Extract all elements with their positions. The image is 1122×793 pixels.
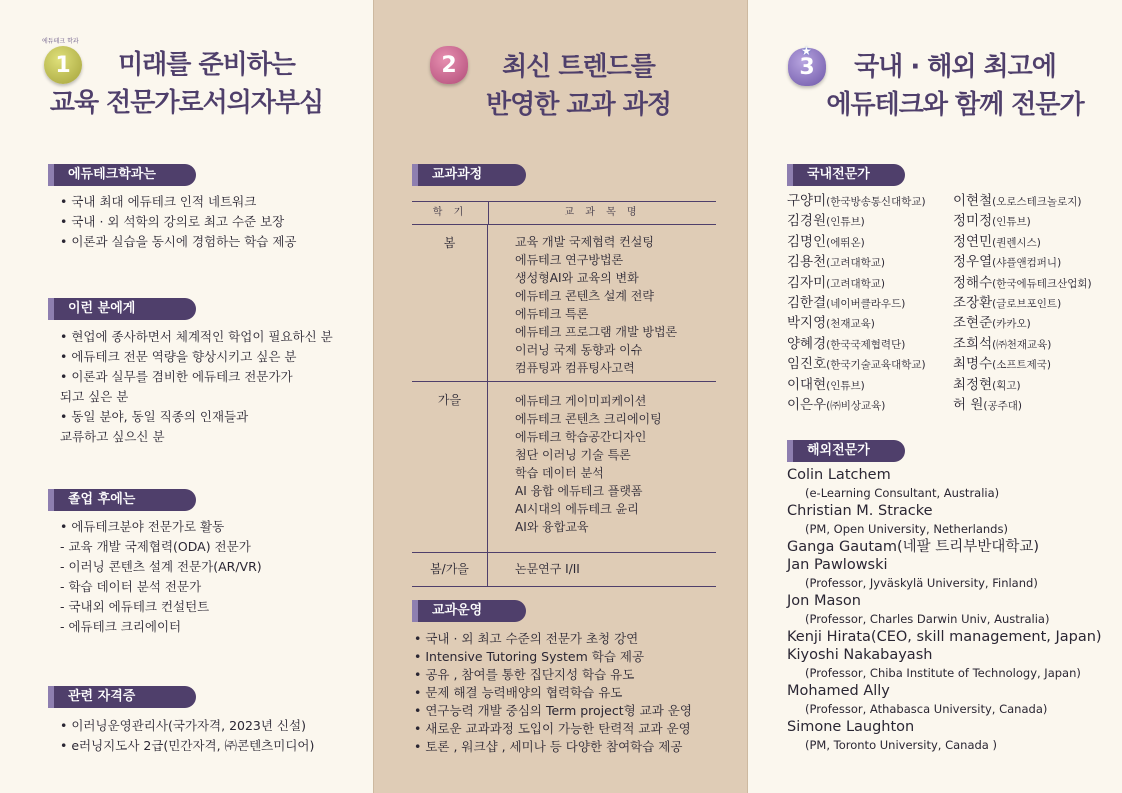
expert-entry: 박지영(천재교육) — [787, 315, 875, 332]
expert-entry: 김한결(네이버클라우드) — [787, 295, 906, 312]
subject-item: 교육 개발 국제협력 컨설팅 — [515, 235, 654, 249]
expert-entry: 구양미(한국방송통신대학교) — [787, 193, 926, 209]
expert-name: Jan Pawlowski — [787, 557, 888, 573]
title-line-1: 최신 트렌드를 — [502, 52, 655, 82]
expert-name: Ganga Gautam(네팔 트리부반대학교) — [787, 539, 1040, 555]
title-line-2: 반영한 교과 과정 — [486, 90, 671, 120]
expert-entry: 이은우(㈜비상교육) — [787, 397, 886, 414]
expert-affiliation: (Professor, Charles Darwin Univ, Australia) — [805, 612, 1050, 626]
list-item: • 현업에 종사하면서 체계적인 학업이 필요하신 분 — [60, 329, 333, 344]
list-item: - 국내외 에듀테크 컨설턴트 — [60, 599, 210, 614]
subject-item: 이러닝 국제 동향과 이슈 — [515, 343, 643, 357]
list-item: • 국내 최대 에듀테크 인적 네트워크 — [60, 194, 257, 209]
column-why-edutech — [0, 0, 373, 793]
list-item: • e러닝지도사 2급(민간자격, ㈜콘텐츠미디어) — [60, 738, 315, 753]
list-item: • Intensive Tutoring System 학습 제공 — [414, 649, 645, 664]
list-item: • 문제 해결 능력배양의 협력학습 유도 — [414, 685, 623, 700]
star-icon: ★ — [801, 44, 812, 58]
expert-entry: 조장환(글로브포인트) — [953, 295, 1062, 312]
expert-entry: 정우열(샤플앤컴퍼니) — [953, 254, 1062, 271]
list-item: • 토론 , 워크샵 , 세미나 등 다양한 참여학습 제공 — [414, 739, 683, 754]
expert-entry: 임진호(한국기술교육대학교) — [787, 356, 926, 373]
expert-entry: 이현철(오로스테크놀로지) — [953, 193, 1082, 209]
list-item: - 교육 개발 국제협력(ODA) 전문가 — [60, 539, 251, 554]
expert-entry: 허 원(공주대) — [953, 397, 1022, 414]
subject-item: 에듀테크 학습공간디자인 — [515, 430, 647, 444]
subject-item: 첨단 이러닝 기술 특론 — [515, 448, 631, 462]
heading-curriculum: 교과과정 — [412, 164, 526, 186]
list-item: - 학습 데이터 분석 전문가 — [60, 579, 202, 594]
table-row — [412, 553, 716, 587]
semester-cell: 가을 — [412, 382, 488, 552]
list-careers — [60, 517, 262, 637]
expert-entry: 최명수(소프트제국) — [953, 356, 1052, 373]
semester-cell: 봄 — [412, 225, 488, 381]
subject-item: AI시대의 에듀테크 윤리 — [515, 502, 639, 516]
subject-item: AI와 융합교육 — [515, 520, 589, 534]
list-item: • 국내 · 외 최고 수준의 전문가 초청 강연 — [414, 631, 639, 646]
number-badge-2: 2 — [430, 46, 468, 84]
title-line-2: 에듀테크와 함께 전문가 — [826, 90, 1084, 120]
table-header — [412, 201, 716, 225]
expert-name: Christian M. Stracke — [787, 503, 933, 519]
badge-tag: 에듀테크 학과 — [42, 38, 79, 45]
heading-domestic-experts: 국내전문가 — [787, 164, 905, 186]
list-item: - 에듀테크 크리에이터 — [60, 619, 182, 634]
expert-name: Mohamed Ally — [787, 683, 890, 699]
expert-entry: 김자미(고려대학교) — [787, 274, 886, 291]
expert-affiliation: (PM, Toronto University, Canada ) — [805, 738, 997, 752]
subject-item: 에듀테크 프로그램 개발 방법론 — [515, 325, 678, 339]
expert-entry: 최정현(획고) — [953, 376, 1021, 393]
list-item: • 이론과 실습을 동시에 경험하는 학습 제공 — [60, 234, 297, 249]
list-item: • 국내 · 외 석학의 강의로 최고 수준 보장 — [60, 214, 285, 229]
heading-about: 에듀테크학과는 — [48, 164, 196, 186]
expert-affiliation: (PM, Open University, Netherlands) — [805, 522, 1008, 536]
subject-item: 생성형AI와 교육의 변화 — [515, 271, 639, 285]
list-item: 교류하고 싶으신 분 — [60, 429, 165, 444]
domestic-experts-left — [787, 192, 926, 416]
expert-affiliation: (Professor, Athabasca University, Canada) — [805, 702, 1048, 716]
list-item: - 이러닝 콘텐츠 설계 전문가(AR/VR) — [60, 559, 262, 574]
section-title — [374, 48, 747, 124]
curriculum-table — [412, 201, 716, 587]
heading-operation: 교과운영 — [412, 600, 526, 622]
title-line-1: 국내 · 해외 최고에 — [854, 52, 1056, 82]
column-header-semester: 학 기 — [412, 202, 489, 224]
domestic-experts-right — [953, 192, 1092, 416]
international-experts — [787, 466, 1102, 754]
list-item: • 에듀테크 전문 역량을 향상시키고 싶은 분 — [60, 349, 297, 364]
heading-international-experts: 해외전문가 — [787, 440, 905, 462]
subjects-cell — [488, 225, 716, 381]
semester-cell: 봄/가을 — [412, 553, 488, 586]
expert-name: Jon Mason — [787, 593, 861, 609]
expert-name: Simone Laughton — [787, 719, 915, 735]
list-item: • 연구능력 개발 중심의 Term project형 교과 운영 — [414, 703, 692, 718]
list-item: • 이러닝운영관리사(국가자격, 2023년 신설) — [60, 718, 306, 733]
heading-certificates: 관련 자격증 — [48, 686, 196, 708]
expert-entry: 양혜경(한국국제협력단) — [787, 335, 906, 352]
subject-item: AI 융합 에듀테크 플랫폼 — [515, 484, 643, 498]
expert-entry: 이대현(인튜브) — [787, 376, 865, 393]
heading-target: 이런 분에게 — [48, 298, 196, 320]
expert-entry: 조희석(㈜천재교육) — [953, 335, 1052, 352]
subject-item: 컴퓨팅과 컴퓨팅사고력 — [515, 361, 635, 375]
operation-list — [414, 630, 692, 756]
heading-after-graduation: 졸업 후에는 — [48, 489, 196, 511]
number-badge-3: ★ 3 — [788, 48, 826, 86]
subject-item: 에듀테크 특론 — [515, 307, 589, 321]
expert-entry: 김명인(에뛰온) — [787, 233, 865, 250]
number-badge-1: 에듀테크 학과 1 — [44, 46, 82, 84]
subject-item: 학습 데이터 분석 — [515, 466, 604, 480]
list-item: • 동일 분야, 동일 직종의 인재들과 — [60, 409, 249, 424]
title-line-2: 교육 전문가로서의자부심 — [49, 88, 324, 118]
expert-affiliation: (e-Learning Consultant, Australia) — [805, 486, 1000, 500]
subjects-cell — [488, 553, 716, 586]
section-title — [748, 48, 1122, 124]
expert-entry: 김경원(인튜브) — [787, 213, 865, 230]
list-target — [60, 327, 333, 447]
list-item: 되고 싶은 분 — [60, 389, 129, 404]
list-item: • 새로운 교과과정 도입이 가능한 탄력적 교과 운영 — [414, 721, 691, 736]
expert-affiliation: (Professor, Chiba Institute of Technology, Japan) — [805, 666, 1081, 680]
column-header-subject: 교 과 목 명 — [564, 207, 641, 218]
list-item: • 에듀테크분야 전문가로 활동 — [60, 519, 225, 534]
subjects-cell — [488, 382, 716, 552]
subject-item: 에듀테크 콘텐츠 크리에이팅 — [515, 412, 662, 426]
subject-item: 논문연구 I/II — [515, 562, 580, 576]
expert-affiliation: (Professor, Jyväskylä University, Finland) — [805, 576, 1038, 590]
expert-name: Kiyoshi Nakabayash — [787, 647, 933, 663]
table-row — [412, 382, 716, 553]
list-item: • 공유 , 참여를 통한 집단지성 학습 유도 — [414, 667, 635, 682]
expert-entry: 김용천(고려대학교) — [787, 254, 886, 271]
expert-entry: 정해수(한국에듀테크산업회) — [953, 274, 1092, 291]
expert-entry: 정연민(퀀렌시스) — [953, 233, 1041, 250]
subject-item: 에듀테크 연구방법론 — [515, 253, 624, 267]
expert-name: Colin Latchem — [787, 467, 891, 483]
subject-item: 에듀테크 콘텐츠 설계 전략 — [515, 289, 654, 303]
list-certificates — [60, 716, 314, 756]
expert-entry: 조현준(카카오) — [953, 315, 1031, 332]
expert-name: Kenji Hirata(CEO, skill management, Japan) — [787, 629, 1102, 645]
table-row — [412, 225, 716, 382]
title-line-1: 미래를 준비하는 — [118, 50, 295, 80]
expert-entry: 정미정(인튜브) — [953, 213, 1031, 230]
list-item: • 이론과 실무를 겸비한 에듀테크 전문가가 — [60, 369, 293, 384]
list-about — [60, 192, 297, 252]
section-title — [0, 46, 373, 122]
subject-item: 에듀테크 게이미피케이션 — [515, 394, 647, 408]
